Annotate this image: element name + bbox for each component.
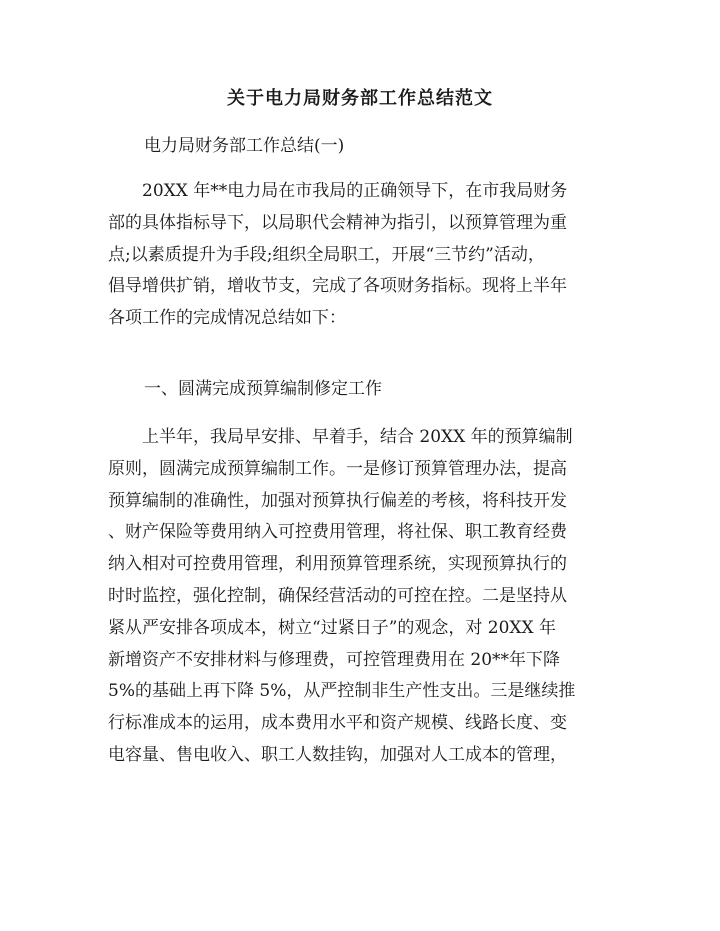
- point-one-paragraph: 上半年，我局早安排、早着手，结合 20XX 年的预算编制 原则，圆满完成预算编制工作。一是修订预算管理办法，提高 预算编制的准确性，加强对预算执行偏差的考核，将科技开发 、财产保险等费用纳入可控费用管理，将社保、职工教育经费 纳入相对可控费用管理，利用预算管理系统，实现预算执行的 时时监控，强化控制，确保经营活动的可控在控。二是坚持从 紧从严安排各项成本，树立“过紧日子”的观念，对 20XX 年 新增资产不安排材料与修理费，可控管理费用在 20**年下降 5%的基础上再下降 5%，从严控制非生产性支出。三是继续推 行标准成本的运用，成本费用水平和资产规模、线路长度、变 电容量、售电收入、职工人数挂钩，加强对人工成本的管理，: [108, 427, 576, 765]
- intro-paragraph: 20XX 年**电力局在市我局的正确领导下，在市我局财务 部的具体指标导下，以局职代会精神为指引，以预算管理为重 点;以素质提升为手段;组织全局职工，开展“三节约”活动， 倡导增供扩销，增收节支，完成了各项财务指标。现将上半年 各项工作的完成情况总结如下：: [108, 181, 568, 329]
- section-heading: 电力局财务部工作总结(一): [144, 136, 345, 156]
- document-title: 关于电力局财务部工作总结范文: [227, 88, 493, 109]
- point-one-heading: 一、圆满完成预算编制修定工作: [144, 379, 382, 399]
